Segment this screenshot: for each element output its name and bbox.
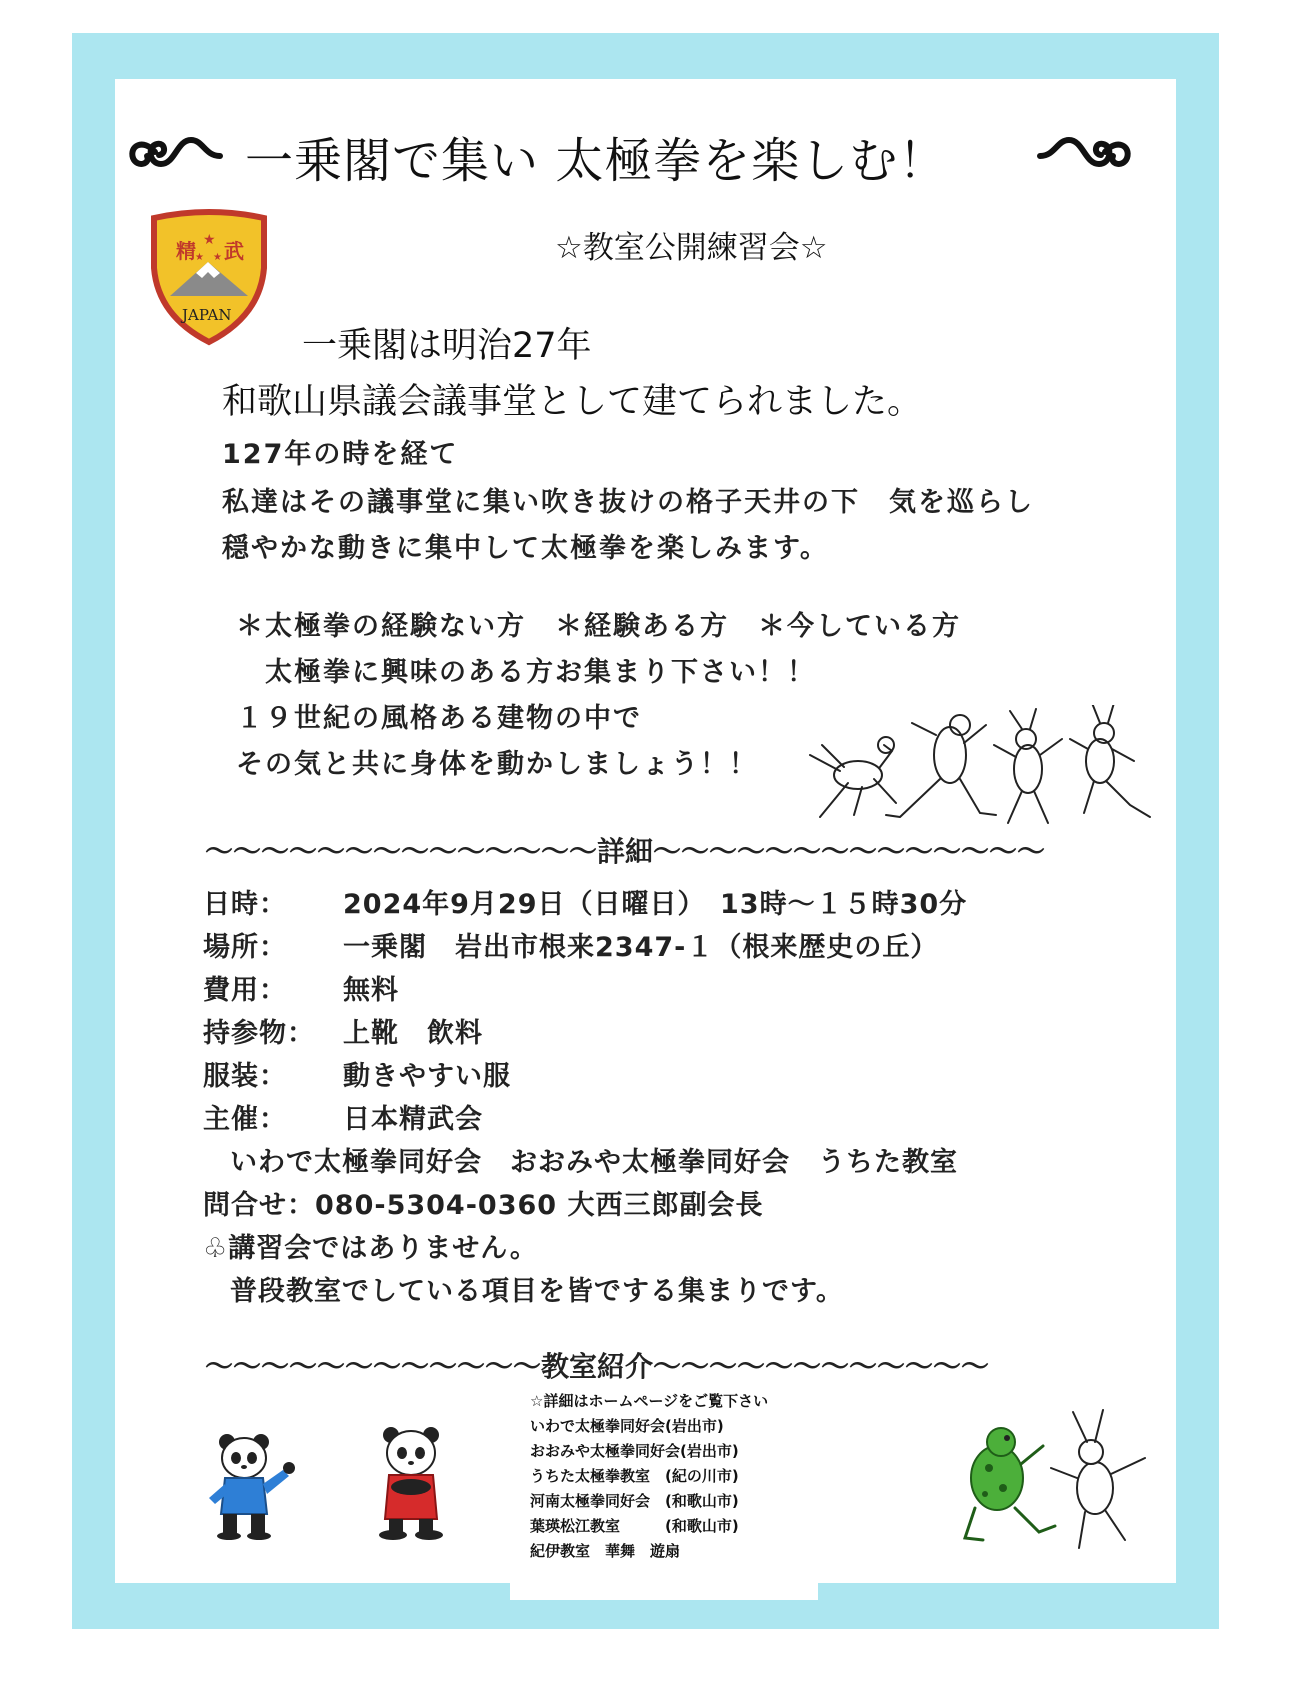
- fee-label: 費用：: [203, 975, 287, 1006]
- frog-rabbit-illustration: [955, 1408, 1155, 1558]
- right-swirl-icon: [1035, 128, 1135, 178]
- frog-dancing-icon: [886, 715, 996, 817]
- left-swirl-icon: [125, 128, 225, 178]
- items-value: 上靴 飲料: [343, 1018, 483, 1049]
- class-item: 河南太極拳同好会 (和歌山市): [530, 1492, 739, 1510]
- attire-label: 服装：: [203, 1061, 287, 1092]
- datetime-label: 日時：: [203, 889, 287, 920]
- classes-separator: 〜〜〜〜〜〜〜〜〜〜〜〜教室紹介〜〜〜〜〜〜〜〜〜〜〜〜: [205, 1350, 990, 1383]
- class-item: いわで太極拳同好会(岩出市): [530, 1417, 724, 1435]
- bottom-tab: [510, 1560, 818, 1600]
- class-item: 葉瑛松江教室 (和歌山市): [530, 1517, 739, 1535]
- svg-text:★: ★: [213, 252, 222, 263]
- emblem-char-left: 精: [176, 239, 196, 263]
- rabbit-dancing-icon-2: [1070, 705, 1150, 817]
- attire-value: 動きやすい服: [343, 1061, 511, 1092]
- details-separator: 〜〜〜〜〜〜〜〜〜〜〜〜〜〜詳細〜〜〜〜〜〜〜〜〜〜〜〜〜〜: [205, 835, 1046, 868]
- class-item: 紀伊教室 華舞 遊扇: [530, 1542, 681, 1560]
- fee-value: 無料: [343, 975, 399, 1006]
- invite-line-1: ＊太極拳の経験ない方 ＊経験ある方 ＊今している方: [236, 611, 961, 642]
- frog-icon: [965, 1428, 1055, 1540]
- note-line-2: 普段教室でしている項目を皆でする集まりです。: [230, 1276, 844, 1307]
- invite-line-4: その気と共に身体を動かしましょう！！: [236, 749, 758, 780]
- contact-line: 問合せ：080-5304-0360 大西三郎副会長: [203, 1190, 764, 1221]
- invite-line-3: １９世紀の風格ある建物の中で: [236, 703, 642, 734]
- class-item: おおみや太極拳同好会(岩出市): [530, 1442, 739, 1460]
- rabbit-icon: [1051, 1410, 1145, 1548]
- intro-line-2: 和歌山県議会議事堂として建てられました。: [222, 382, 923, 422]
- place-value: 一乗閣 岩出市根来2347-１（根来歴史の丘）: [343, 932, 939, 963]
- class-item: うちた太極拳教室 (紀の川市): [530, 1467, 739, 1485]
- svg-text:★: ★: [195, 252, 204, 263]
- groups-line: いわで太極拳同好会 おおみや太極拳同好会 うちた教室: [230, 1147, 958, 1178]
- emblem-star-icon: ★: [203, 232, 216, 248]
- invite-line-2: 太極拳に興味のある方お集まり下さい！！: [265, 657, 816, 688]
- seibu-emblem: [148, 208, 270, 346]
- items-label: 持参物：: [203, 1018, 315, 1049]
- panda-blue-icon: [205, 1432, 295, 1542]
- datetime-value: 2024年9月29日（日曜日） 13時〜１５時30分: [343, 889, 968, 920]
- host-value: 日本精武会: [343, 1104, 483, 1135]
- host-label: 主催：: [203, 1104, 287, 1135]
- classes-intro: ☆詳細はホームページをご覧下さい: [530, 1392, 769, 1410]
- place-label: 場所：: [203, 932, 287, 963]
- poster-title: 一乗閣で集い 太極拳を楽しむ！: [245, 133, 948, 189]
- intro-line-4: 私達はその議事堂に集い吹き抜けの格子天井の下 気を巡らし: [222, 487, 1034, 518]
- intro-line-5: 穏やかな動きに集中して太極拳を楽しみます。: [222, 533, 829, 564]
- dancing-animals-illustration: [800, 705, 1160, 835]
- emblem-char-right: 武: [224, 239, 244, 263]
- rabbit-tumbling-icon: [810, 737, 896, 817]
- note-line-1: ♧講習会ではありません。: [203, 1233, 538, 1264]
- emblem-text: JAPAN: [182, 306, 232, 324]
- intro-line-1: 一乗閣は明治27年: [302, 326, 592, 366]
- intro-line-3: 127年の時を経て: [222, 439, 459, 470]
- rabbit-dancing-icon-1: [994, 709, 1062, 823]
- poster-subtitle: ☆教室公開練習会☆: [555, 230, 828, 266]
- panda-red-icon: [375, 1425, 450, 1543]
